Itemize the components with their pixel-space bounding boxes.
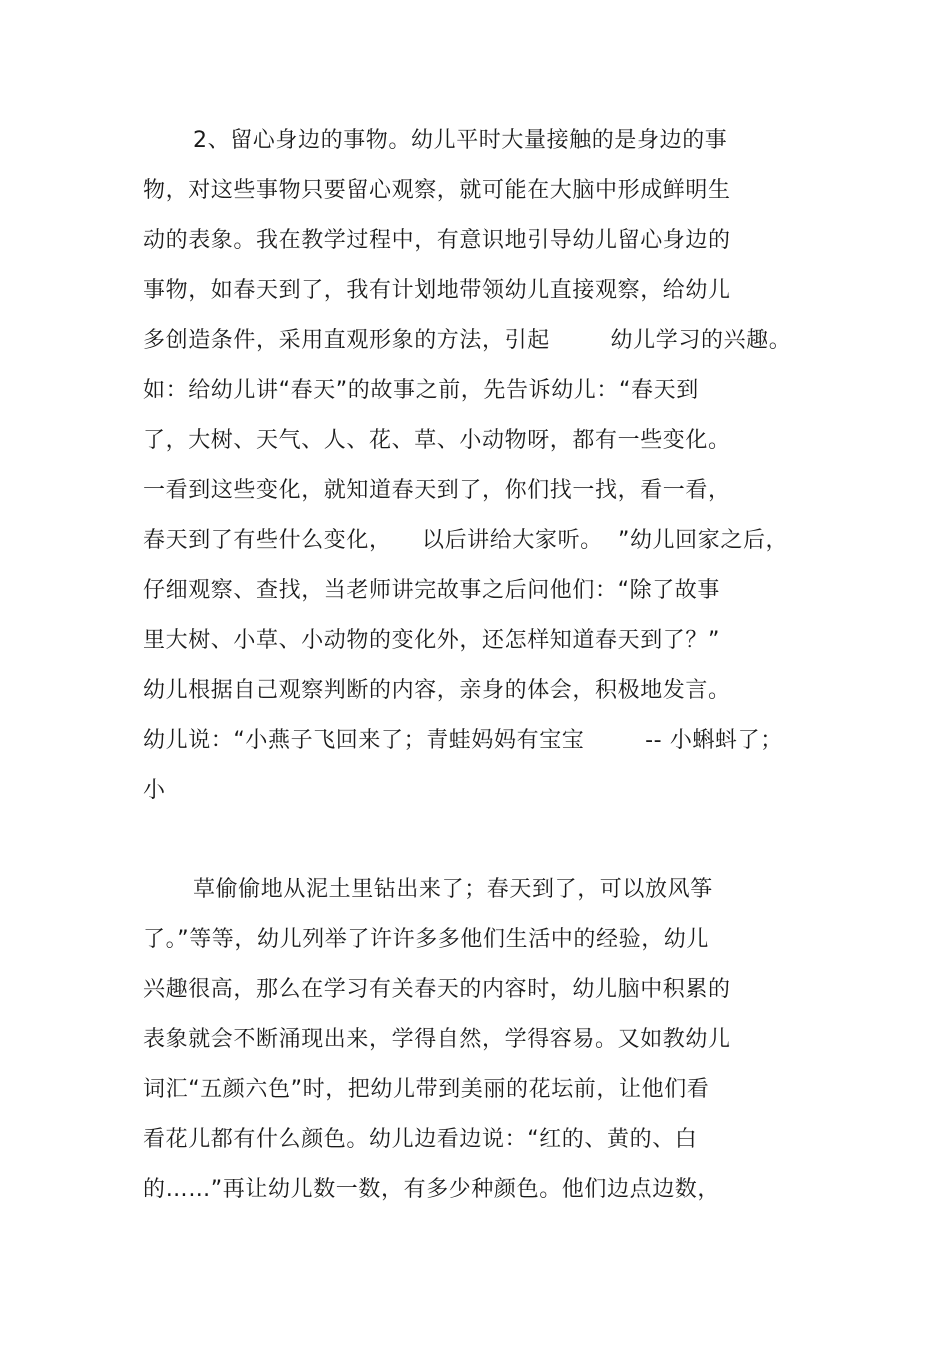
text-line: 多创造条件，采用直观形象的方法，引起 幼儿学习的兴趣。: [143, 328, 792, 353]
text-line: 春天到了有些什么变化， 以后讲给大家听。 ”幼儿回家之后，: [143, 528, 789, 553]
text-line: 2、留心身边的事物。幼儿平时大量接触的是身边的事: [193, 128, 728, 153]
text-line: 了。”等等，幼儿列举了许许多多他们生活中的经验，幼儿: [143, 927, 709, 952]
text-line: 如：给幼儿讲“春天”的故事之前，先告诉幼儿：“春天到: [143, 378, 699, 403]
text-line: 词汇“五颜六色”时，把幼儿带到美丽的花坛前，让他们看: [143, 1077, 710, 1102]
text-line: 一看到这些变化，就知道春天到了，你们找一找，看一看，: [143, 478, 731, 503]
text-line: 幼儿根据自己观察判断的内容，亲身的体会，积极地发言。: [143, 678, 731, 703]
text-line: 的……”再让幼儿数一数，有多少种颜色。他们边点边数，: [143, 1177, 720, 1202]
text-line: 表象就会不断涌现出来，学得自然，学得容易。又如教幼儿: [143, 1027, 731, 1052]
text-line: 动的表象。我在教学过程中，有意识地引导幼儿留心身边的: [143, 228, 731, 253]
text-line: 里大树、小草、小动物的变化外，还怎样知道春天到了？”: [143, 628, 720, 653]
text-line: 看花儿都有什么颜色。幼儿边看边说：“红的、黄的、白: [143, 1127, 698, 1152]
text-line: 小: [143, 778, 166, 803]
text-line: 草偷偷地从泥土里钻出来了；春天到了，可以放风筝: [193, 877, 713, 902]
text-line: 仔细观察、查找，当老师讲完故事之后问他们：“除了故事: [143, 578, 720, 603]
text-line: 物，对这些事物只要留心观察，就可能在大脑中形成鲜明生: [143, 178, 731, 203]
text-line: 幼儿说：“小燕子飞回来了；青蛙妈妈有宝宝 -- 小蝌蚪了；: [143, 728, 783, 753]
text-line: 了，大树、天气、人、花、草、小动物呀，都有一些变化。: [143, 428, 731, 453]
text-line: 事物，如春天到了，我有计划地带领幼儿直接观察，给幼儿: [143, 278, 731, 303]
text-line: 兴趣很高，那么在学习有关春天的内容时，幼儿脑中积累的: [143, 977, 731, 1002]
